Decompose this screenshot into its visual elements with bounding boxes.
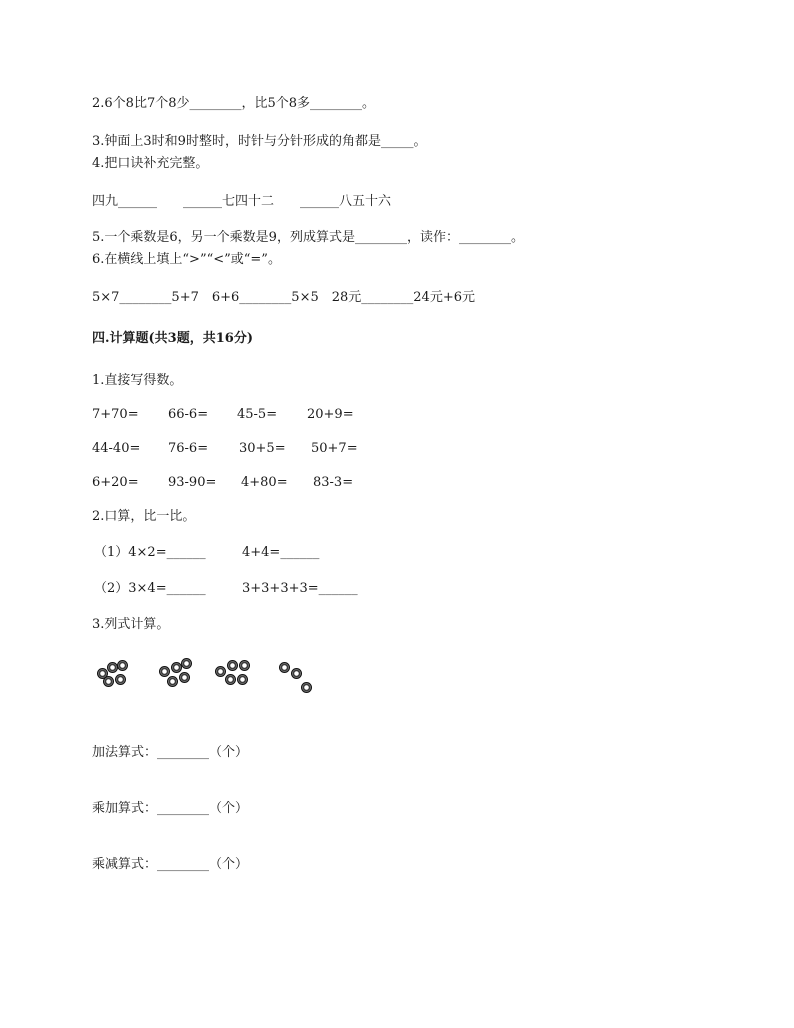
- multiply-add-answer-line: 乘加算式：________（个）: [92, 801, 249, 816]
- flower-icon: [159, 666, 170, 677]
- multiply-subtract-answer-line: 乘减算式：________（个）: [92, 857, 249, 872]
- flower-icon: [215, 666, 226, 677]
- compare-cell: （1）4×2=______: [94, 545, 206, 560]
- calc-cell: 20+9=: [307, 407, 354, 422]
- question-4-text: 4.把口诀补充完整。: [92, 156, 209, 171]
- flower-icon: [117, 660, 128, 671]
- flower-icon: [237, 674, 248, 685]
- flower-icon: [225, 674, 236, 685]
- calc-cell: 44-40=: [92, 441, 141, 456]
- flower-icon: [301, 682, 312, 693]
- calc-cell: 83-3=: [313, 475, 354, 490]
- flower-groups-image: [95, 658, 335, 702]
- calc-cell: 93-90=: [168, 475, 217, 490]
- compare-cell: （2）3×4=______: [94, 581, 206, 596]
- calc-cell: 76-6=: [168, 441, 209, 456]
- flower-icon: [167, 676, 178, 687]
- question-6-text: 6.在横线上填上“>”“<”或“=”。: [92, 252, 281, 267]
- flower-icon: [115, 674, 126, 685]
- question-5-text: 5.一个乘数是6，另一个乘数是9，列成算式是________，读作：________。: [92, 230, 524, 245]
- calc-q2-title: 2.口算，比一比。: [92, 509, 196, 524]
- calc-cell: 30+5=: [239, 441, 286, 456]
- calc-cell: 6+20=: [92, 475, 139, 490]
- question-6-blanks: 5×7________5+7 6+6________5×5 28元________24元+6元: [92, 290, 475, 305]
- flower-icon: [279, 662, 290, 673]
- flower-icon: [239, 660, 250, 671]
- calc-cell: 4+80=: [241, 475, 288, 490]
- flower-icon: [291, 668, 302, 679]
- addition-answer-line: 加法算式：________（个）: [92, 745, 249, 760]
- flower-icon: [181, 658, 192, 669]
- calc-cell: 45-5=: [237, 407, 278, 422]
- calc-cell: 50+7=: [311, 441, 358, 456]
- calc-q1-title: 1.直接写得数。: [92, 373, 183, 388]
- calc-cell: 66-6=: [168, 407, 209, 422]
- calc-q3-title: 3.列式计算。: [92, 617, 170, 632]
- compare-cell: 3+3+3+3=______: [242, 581, 358, 596]
- section-heading: 四.计算题(共3题，共16分): [92, 331, 253, 346]
- compare-cell: 4+4=______: [242, 545, 320, 560]
- question-2-text: 2.6个8比7个8少________，比5个8多________。: [92, 96, 376, 111]
- flower-icon: [227, 660, 238, 671]
- question-4-blanks: 四九______ ______七四十二 ______八五十六: [92, 194, 392, 209]
- question-3-text: 3.钟面上3时和9时整时，时针与分针形成的角都是_____。: [92, 134, 427, 149]
- flower-icon: [103, 676, 114, 687]
- flower-icon: [179, 672, 190, 683]
- calc-cell: 7+70=: [92, 407, 139, 422]
